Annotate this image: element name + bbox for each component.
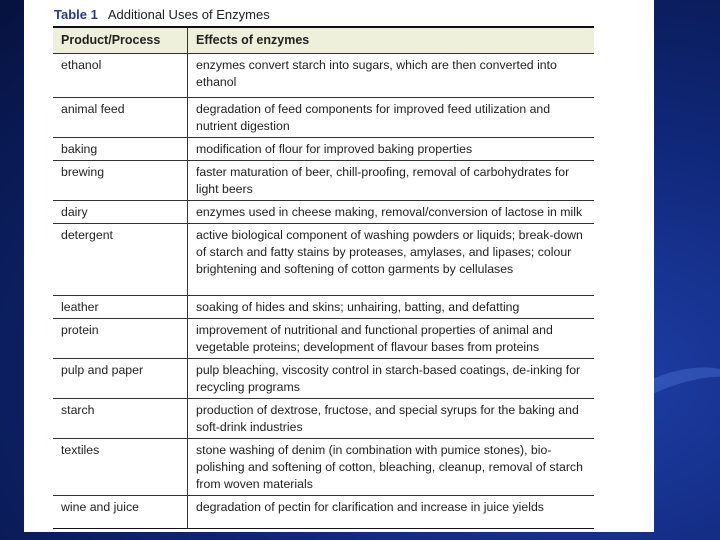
product-cell: ethanol [53, 54, 188, 98]
header-effects: Effects of enzymes [188, 27, 595, 54]
slide-content [24, 0, 654, 532]
table-row [53, 439, 594, 496]
product-cell: dairy [53, 201, 188, 224]
table-row [53, 496, 594, 529]
product-cell: starch [53, 399, 188, 439]
enzymes-table [53, 26, 594, 529]
table-row [53, 399, 594, 439]
product-cell: pulp and paper [53, 359, 188, 399]
effect-cell: faster maturation of beer, chill-proofing, removal of carbohydrates for light beers [188, 161, 595, 201]
product-cell: detergent [53, 224, 188, 296]
effect-cell: production of dextrose, fructose, and special syrups for the baking and soft-drink industries [188, 399, 595, 439]
effect-cell: active biological component of washing powders or liquids; break-down of starch and fatty stains by proteases, amylases, and lipases; colour brightening and softening of cotton garments by cellulases [188, 224, 595, 296]
table-row [53, 161, 594, 201]
product-cell: wine and juice [53, 496, 188, 529]
table-row [53, 224, 594, 296]
effect-cell: enzymes convert starch into sugars, which are then converted into ethanol [188, 54, 595, 98]
product-cell: protein [53, 319, 188, 359]
product-cell: leather [53, 296, 188, 319]
table-row [53, 54, 594, 98]
table-row [53, 359, 594, 399]
effect-cell: degradation of feed components for improved feed utilization and nutrient digestion [188, 98, 595, 138]
product-cell: brewing [53, 161, 188, 201]
table-row [53, 319, 594, 359]
effect-cell: degradation of pectin for clarification and increase in juice yields [188, 496, 595, 529]
table-title: Additional Uses of Enzymes [107, 7, 270, 22]
table-row [53, 138, 594, 161]
effect-cell: improvement of nutritional and functional properties of animal and vegetable proteins; development of flavour bases from proteins [188, 319, 595, 359]
table-header [53, 27, 594, 54]
effect-cell: stone washing of denim (in combination with pumice stones), bio-polishing and softening of cotton, bleaching, cleanup, removal of starch from woven materials [188, 439, 595, 496]
effect-cell: enzymes used in cheese making, removal/conversion of lactose in milk [188, 201, 595, 224]
product-cell: animal feed [53, 98, 188, 138]
product-cell: textiles [53, 439, 188, 496]
table-row [53, 201, 594, 224]
table-caption [54, 7, 270, 22]
table-row [53, 98, 594, 138]
table-row [53, 296, 594, 319]
product-cell: baking [53, 138, 188, 161]
effect-cell: modification of flour for improved baking properties [188, 138, 595, 161]
table-label: Table 1 [54, 7, 98, 22]
effect-cell: soaking of hides and skins; unhairing, batting, and defatting [188, 296, 595, 319]
header-product: Product/Process [53, 27, 188, 54]
effect-cell: pulp bleaching, viscosity control in starch-based coatings, de-inking for recycling programs [188, 359, 595, 399]
